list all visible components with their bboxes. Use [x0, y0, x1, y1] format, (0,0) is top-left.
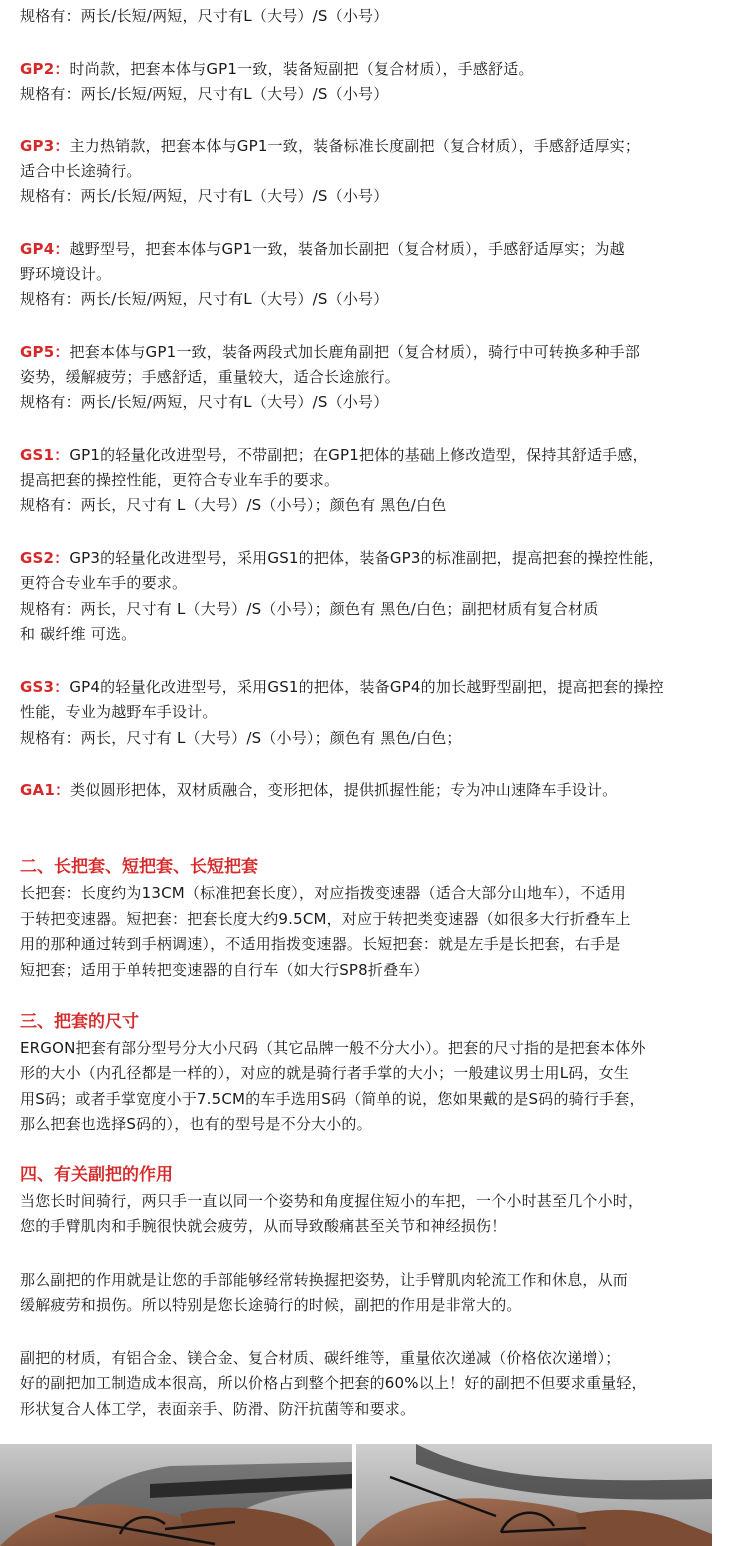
- hand-position-photos: [0, 1444, 712, 1546]
- text-line: 和 碳纤维 可选。: [20, 625, 137, 643]
- model-code: GS1：: [20, 446, 70, 464]
- section-text-line: 于转把变速器。短把套：把套长度大约9.5CM，对应于转把类变速器（如很多大行折叠车上: [20, 910, 631, 928]
- section-text-line: 您的手臂肌肉和手腕很快就会疲劳，从而导致酸痛甚至关节和神经损伤！: [20, 1217, 507, 1235]
- section-text-line: 用S码；或者手掌宽度小于7.5CM的车手选用S码（简单的说，您如果戴的是S码的骑行手套，: [20, 1090, 645, 1108]
- spec-line: 规格有：两长/长短/两短，尺寸有L（大号）/S（小号）: [20, 187, 389, 205]
- section-text-line: 好的副把加工制造成本很高，所以价格占到整个把套的60%以上！好的副把不但要求重量轻，: [20, 1374, 647, 1392]
- spec-line: 规格有：两长/长短/两短，尺寸有L（大号）/S（小号）: [20, 85, 389, 103]
- model-gp3-line: GP3：主力热销款，把套本体与GP1一致，装备标准长度副把（复合材质），手感舒适厚实；: [20, 137, 641, 155]
- model-code: GA1：: [20, 781, 71, 799]
- spec-line: 规格有：两长/长短/两短，尺寸有L（大号）/S（小号）: [20, 393, 389, 411]
- spec-line: 规格有：两长，尺寸有 L（大号）/S（小号）；颜色有 黑色/白色；: [20, 729, 462, 747]
- model-code: GS3：: [20, 678, 70, 696]
- model-gp2-line: GP2：时尚款，把套本体与GP1一致，装备短副把（复合材质），手感舒适。: [20, 60, 534, 78]
- section-heading: 三、把套的尺寸: [20, 1012, 139, 1032]
- text-line: 提高把套的操控性能，更符合专业车手的要求。: [20, 471, 340, 489]
- text-line: 性能，专业为越野车手设计。: [20, 703, 218, 721]
- wrist-angle-photo-left: [0, 1444, 352, 1546]
- section-text-line: 缓解疲劳和损伤。所以特别是您长途骑行的时候，副把的作用是非常大的。: [20, 1296, 522, 1314]
- model-gs3-line: GS3：GP4的轻量化改进型号，采用GS1的把体，装备GP4的加长越野型副把，提高把套的操控: [20, 678, 664, 696]
- wrist-angle-photo-right: [356, 1444, 712, 1546]
- spec-line: 规格有：两长，尺寸有 L（大号）/S（小号）；颜色有 黑色/白色: [20, 496, 447, 514]
- section-text-line: 那么副把的作用就是让您的手部能够经常转换握把姿势，让手臂肌肉轮流工作和休息，从而: [20, 1271, 629, 1289]
- section-text-line: 长把套：长度约为13CM（标准把套长度），对应指拨变速器（适合大部分山地车），不适用: [20, 884, 626, 902]
- section-text-line: 形的大小（内孔径都是一样的），对应的就是骑行者手掌的大小；一般建议男士用L码，女生: [20, 1064, 630, 1082]
- model-ga1-line: GA1：类似圆形把体，双材质融合，变形把体，提供抓握性能；专为冲山速降车手设计。: [20, 781, 618, 799]
- model-gs1-line: GS1：GP1的轻量化改进型号，不带副把；在GP1把体的基础上修改造型，保持其舒适手感，: [20, 446, 648, 464]
- spec-line: 规格有：两长/长短/两短，尺寸有L（大号）/S（小号）: [20, 7, 389, 25]
- model-code: GP3：: [20, 137, 70, 155]
- model-gp4-line: GP4：越野型号，把套本体与GP1一致，装备加长副把（复合材质），手感舒适厚实；为越: [20, 240, 625, 258]
- model-gp5-line: GP5：把套本体与GP1一致，装备两段式加长鹿角副把（复合材质），骑行中可转换多种手部: [20, 343, 641, 361]
- model-code: GP2：: [20, 60, 70, 78]
- section-text-line: 副把的材质，有铝合金、镁合金、复合材质、碳纤维等，重量依次递减（价格依次递增）；: [20, 1349, 621, 1367]
- section-text-line: 短把套；适用于单转把变速器的自行车（如大行SP8折叠车）: [20, 961, 429, 979]
- section-heading: 四、有关副把的作用: [20, 1165, 173, 1185]
- model-code: GP5：: [20, 343, 70, 361]
- spec-line: 规格有：两长/长短/两短，尺寸有L（大号）/S（小号）: [20, 290, 389, 308]
- model-gs2-line: GS2：GP3的轻量化改进型号，采用GS1的把体，装备GP3的标准副把，提高把套的操控性能，: [20, 549, 664, 567]
- section-text-line: 那么把套也选择S码的），也有的型号是不分大小的。: [20, 1115, 372, 1133]
- text-line: 适合中长途骑行。: [20, 162, 142, 180]
- text-line: 姿势，缓解疲劳；手感舒适，重量较大，适合长途旅行。: [20, 368, 401, 386]
- section-text-line: ERGON把套有部分型号分大小尺码（其它品牌一般不分大小）。把套的尺寸指的是把套本体外: [20, 1039, 646, 1057]
- text-line: 野环境设计。: [20, 265, 112, 283]
- model-code: GS2：: [20, 549, 70, 567]
- section-text-line: 当您长时间骑行，两只手一直以同一个姿势和角度握住短小的车把，一个小时甚至几个小时，: [20, 1192, 644, 1210]
- spec-line: 规格有：两长，尺寸有 L（大号）/S（小号）；颜色有 黑色/白色；副把材质有复合材质: [20, 600, 599, 618]
- model-code: GP4：: [20, 240, 70, 258]
- section-text-line: 形状复合人体工学，表面亲手、防滑、防汗抗菌等和要求。: [20, 1400, 416, 1418]
- section-heading: 二、长把套、短把套、长短把套: [20, 857, 258, 877]
- text-line: 更符合专业车手的要求。: [20, 574, 188, 592]
- section-text-line: 用的那种通过转到手柄调速），不适用指拨变速器。长短把套：就是左手是长把套，右手是: [20, 935, 621, 953]
